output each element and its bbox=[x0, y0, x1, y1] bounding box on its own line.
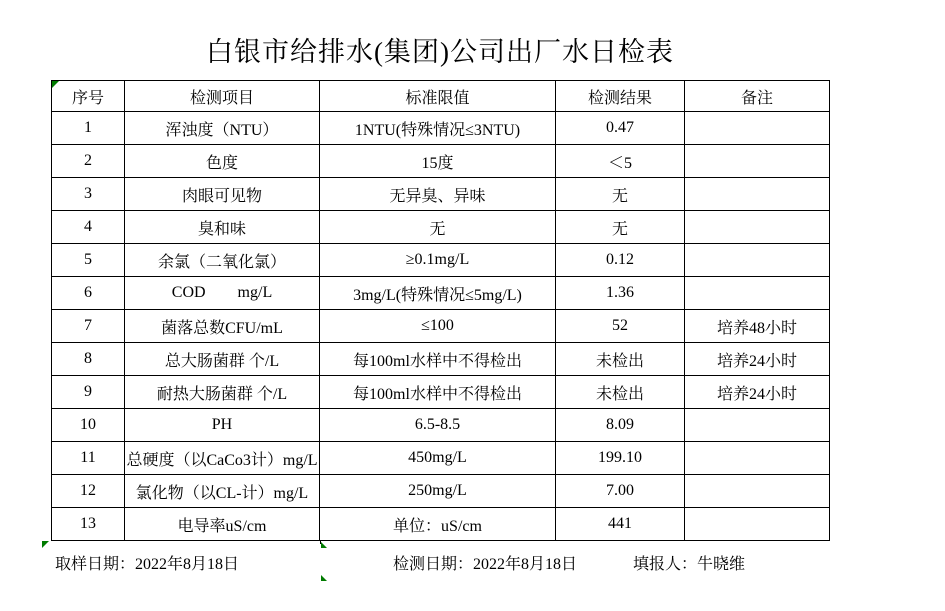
excel-cell-marker-icon bbox=[321, 542, 327, 548]
header-row bbox=[52, 81, 830, 112]
table-cell: 5 bbox=[52, 244, 125, 277]
table-cell: 9 bbox=[52, 376, 125, 409]
table-cell: 441 bbox=[556, 508, 685, 541]
table-cell: ＜5 bbox=[556, 145, 685, 178]
table-cell: 7 bbox=[52, 310, 125, 343]
table-row bbox=[52, 475, 830, 508]
table-cell: 4 bbox=[52, 211, 125, 244]
table-cell bbox=[685, 112, 830, 145]
table-cell: 氯化物（以CL-计）mg/L bbox=[125, 475, 320, 508]
table-cell: 15度 bbox=[320, 145, 556, 178]
table-cell bbox=[685, 442, 830, 475]
table-cell: 2 bbox=[52, 145, 125, 178]
table-cell: 52 bbox=[556, 310, 685, 343]
table-cell: PH bbox=[125, 409, 320, 442]
table-cell: 8 bbox=[52, 343, 125, 376]
table-row bbox=[52, 178, 830, 211]
table-cell: 肉眼可见物 bbox=[125, 178, 320, 211]
table-cell: 1NTU(特殊情况≤3NTU) bbox=[320, 112, 556, 145]
table-cell: 250mg/L bbox=[320, 475, 556, 508]
table-cell bbox=[685, 277, 830, 310]
table-cell: 未检出 bbox=[556, 343, 685, 376]
table-cell: 培养24小时 bbox=[685, 343, 830, 376]
table-cell: 色度 bbox=[125, 145, 320, 178]
reporter-label: 填报人：牛晓维 bbox=[633, 556, 746, 573]
table-cell bbox=[685, 508, 830, 541]
inspection-table bbox=[51, 80, 830, 541]
column-header: 序号 bbox=[52, 81, 125, 112]
table-cell bbox=[685, 409, 830, 442]
table-cell: 199.10 bbox=[556, 442, 685, 475]
table-cell: ≥0.1mg/L bbox=[320, 244, 556, 277]
table-cell: 0.47 bbox=[556, 112, 685, 145]
table-cell: ≤100 bbox=[320, 310, 556, 343]
sampling-date-label: 取样日期：2022年8月18日 bbox=[55, 556, 240, 573]
table-cell: 浑浊度（NTU） bbox=[125, 112, 320, 145]
table-row bbox=[52, 211, 830, 244]
table-row bbox=[52, 145, 830, 178]
excel-cell-marker-icon bbox=[42, 541, 49, 548]
table-cell bbox=[685, 145, 830, 178]
table-cell: 每100ml水样中不得检出 bbox=[320, 376, 556, 409]
table-cell: 每100ml水样中不得检出 bbox=[320, 343, 556, 376]
table-row bbox=[52, 376, 830, 409]
table-row bbox=[52, 508, 830, 541]
table-cell: 1 bbox=[52, 112, 125, 145]
column-header: 标准限值 bbox=[320, 81, 556, 112]
table-cell: 3mg/L(特殊情况≤5mg/L) bbox=[320, 277, 556, 310]
table-cell: 12 bbox=[52, 475, 125, 508]
table-cell: 3 bbox=[52, 178, 125, 211]
table-cell: 6 bbox=[52, 277, 125, 310]
table-cell: 未检出 bbox=[556, 376, 685, 409]
table-cell bbox=[685, 178, 830, 211]
table-cell bbox=[685, 475, 830, 508]
table-cell: 8.09 bbox=[556, 409, 685, 442]
table-cell: 13 bbox=[52, 508, 125, 541]
table-row bbox=[52, 310, 830, 343]
column-header: 检测项目 bbox=[125, 81, 320, 112]
table-cell: 无 bbox=[556, 178, 685, 211]
table-cell: COD mg/L bbox=[125, 277, 320, 310]
table-cell: 11 bbox=[52, 442, 125, 475]
table-cell: 总大肠菌群 个/L bbox=[125, 343, 320, 376]
table-row bbox=[52, 343, 830, 376]
table-cell: 余氯（二氧化氯） bbox=[125, 244, 320, 277]
table-cell: 单位：uS/cm bbox=[320, 508, 556, 541]
table-row bbox=[52, 112, 830, 145]
table-cell: 臭和味 bbox=[125, 211, 320, 244]
table-cell: 培养24小时 bbox=[685, 376, 830, 409]
table-cell: 电导率uS/cm bbox=[125, 508, 320, 541]
test-date-label: 检测日期：2022年8月18日 bbox=[393, 556, 578, 573]
excel-cell-marker-icon bbox=[321, 575, 327, 581]
page-title: 白银市给排水(集团)公司出厂水日检表 bbox=[206, 37, 674, 67]
table-body bbox=[52, 112, 830, 541]
table-row bbox=[52, 277, 830, 310]
table-cell: 6.5-8.5 bbox=[320, 409, 556, 442]
table-cell: 0.12 bbox=[556, 244, 685, 277]
table-cell: 1.36 bbox=[556, 277, 685, 310]
table-row bbox=[52, 409, 830, 442]
table-cell: 无 bbox=[556, 211, 685, 244]
table-cell: 7.00 bbox=[556, 475, 685, 508]
table-cell: 总硬度（以CaCo3计）mg/L bbox=[125, 442, 320, 475]
table-cell: 菌落总数CFU/mL bbox=[125, 310, 320, 343]
table-cell: 10 bbox=[52, 409, 125, 442]
table-cell: 无 bbox=[320, 211, 556, 244]
table-cell: 耐热大肠菌群 个/L bbox=[125, 376, 320, 409]
grid-line-stub bbox=[320, 540, 321, 544]
table-cell: 450mg/L bbox=[320, 442, 556, 475]
table-cell bbox=[685, 211, 830, 244]
column-header: 备注 bbox=[685, 81, 830, 112]
table-cell: 培养48小时 bbox=[685, 310, 830, 343]
column-header: 检测结果 bbox=[556, 81, 685, 112]
table-row bbox=[52, 244, 830, 277]
table-row bbox=[52, 442, 830, 475]
table-cell: 无异臭、异味 bbox=[320, 178, 556, 211]
table-cell bbox=[685, 244, 830, 277]
